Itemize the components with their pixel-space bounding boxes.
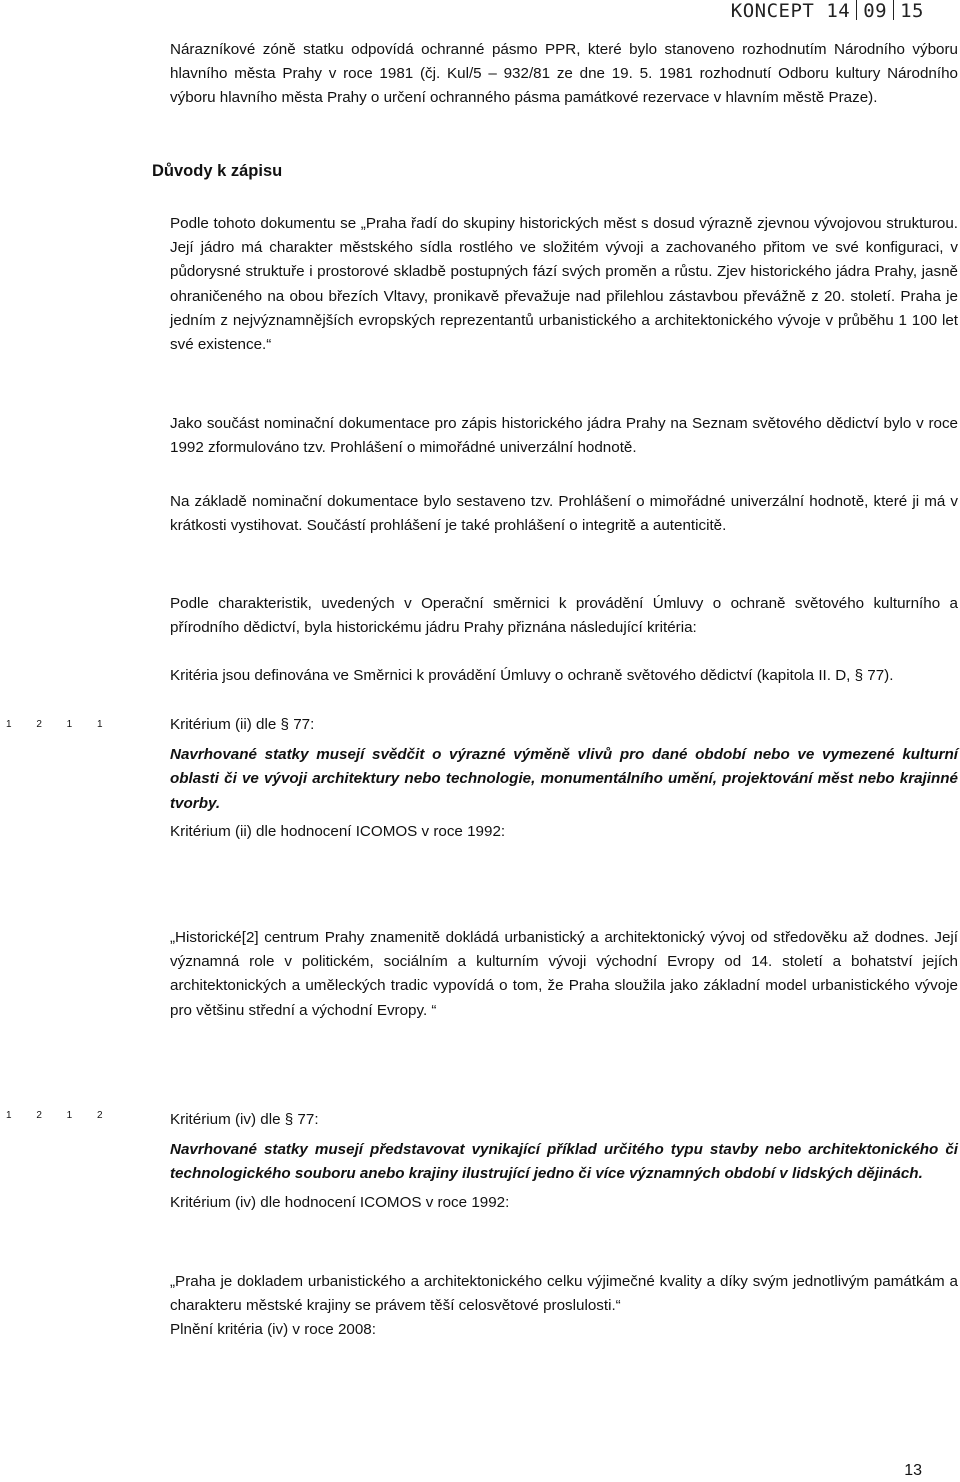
header-year: 15: [900, 0, 924, 22]
paragraph-2: Jako součást nominační dokumentace pro zápis historického jádra Prahy na Seznam světového dědictví bylo v roce 1992 zformulováno tzv. Prohlášení o mimořádné univerzální hodnotě.: [170, 415, 958, 457]
criterion-fulfilment: Plnění kritéria (iv) v roce 2008:: [170, 1321, 376, 1339]
criterion-subtitle: Kritérium (ii) dle hodnocení ICOMOS v roce 1992:: [170, 822, 506, 840]
criterion-ii: [170, 713, 958, 844]
section-title: Důvody k zápisu: [152, 162, 283, 180]
section-number: 1 2 1 2: [6, 1110, 114, 1121]
icomos-quote-ii: „Historické[2] centrum Prahy znamenitě dokládá urbanistický a architektonický vývoj od středověku až dodnes. Její významná role v politickém, sociálním a kulturním vývoji východní Evropy od 14. století a bohatství jejích architektonických a uměleckých tradic vypovídá o tom, že Praha sloužila jako základní model urbanistického vývoje pro většinu střední a východní Evropy. “: [170, 929, 958, 1019]
paragraph-3: Na základě nominační dokumentace bylo sestaveno tzv. Prohlášení o mimořádné univerzální hodnotě, které ji má v krátkosti vystihovat. Součástí prohlášení je také prohlášení o integritě a autenticitě.: [170, 493, 958, 535]
paragraph-5: Kritéria jsou definována ve Směrnici k provádění Úmluvy o ochraně světového dědictví (kapitola II. D, § 77).: [170, 667, 894, 684]
criterion-definition: Navrhované statky musejí svědčit o výrazné výměně vlivů pro dané období nebo ve vymezené kulturní oblasti či ve vývoji architektury nebo technologie, monumentálního umění, projektování měst nebo krajinné tvorby.: [170, 746, 958, 812]
paragraph-1: Podle tohoto dokumentu se „Praha řadí do skupiny historických měst s dosud výrazně zjevnou vývojovou strukturou. Její jádro má charakter městského sídla rostlého ve složitém vývoji a zachovaného přitom ve své konfiguraci, v půdorysné struktuře i prostorové skladbě postupných fází svých proměn a růstu. Zjev historického jádra Prahy, jasně ohraničeného na obou březích Vltavy, pronikavě převažuje nad přilehlou zástavbou převážně z 20. století. Praha je jedním z nejvýznamnějších evropských reprezentantů urbanistického a architektonického vývoje v průběhu 1 100 let své existence.“: [170, 215, 958, 354]
header-label: KONCEPT: [730, 0, 815, 22]
criterion-definition: Navrhované statky musejí představovat vynikající příklad určitého typu stavby nebo architektonického či technologického souboru anebo krajiny ilustrující jedno či více významných období v lidských dějinách.: [170, 1141, 958, 1183]
icomos-quote-iv: „Praha je dokladem urbanistického a architektonického celku výjimečné kvality a díky svým jednotlivým památkám a charakteru městské krajiny se právem těší celosvětové proslulosti.“ Plnění kritéria (iv) v roce 2008:: [170, 1270, 958, 1343]
section-number: 1 2 1 1: [6, 719, 114, 730]
header-separator: [856, 0, 857, 20]
intro-paragraph: Nárazníkové zóně statku odpovídá ochranné pásmo PPR, které bylo stanoveno rozhodnutím Národního výboru hlavního města Prahy v roce 1981 (čj. Kul/5 – 932/81 ze dne 19. 5. 1981 rozhodnutí Odboru kultury Národního výboru hlavního města Prahy o určení ochranného pásma památkové rezervace v hlavním městě Praze).: [170, 41, 958, 107]
header-month: 09: [863, 0, 888, 22]
criterion-subtitle: Kritérium (iv) dle hodnocení ICOMOS v roce 1992:: [170, 1193, 510, 1211]
criterion-iv: [170, 1108, 958, 1215]
criterion-title: Kritérium (iv) dle § 77:: [170, 1111, 319, 1128]
header-day: 14: [826, 0, 851, 22]
header-separator: [893, 0, 894, 20]
paragraph-4: Podle charakteristik, uvedených v Operační směrnici k provádění Úmluvy o ochraně světového kulturního a přírodního dědictví, byla historickému jádru Prahy přiznána následující kritéria:: [170, 595, 958, 637]
criterion-title: Kritérium (ii) dle § 77:: [170, 716, 315, 733]
page-number: 13: [904, 1462, 922, 1479]
document-header: [731, 0, 924, 22]
